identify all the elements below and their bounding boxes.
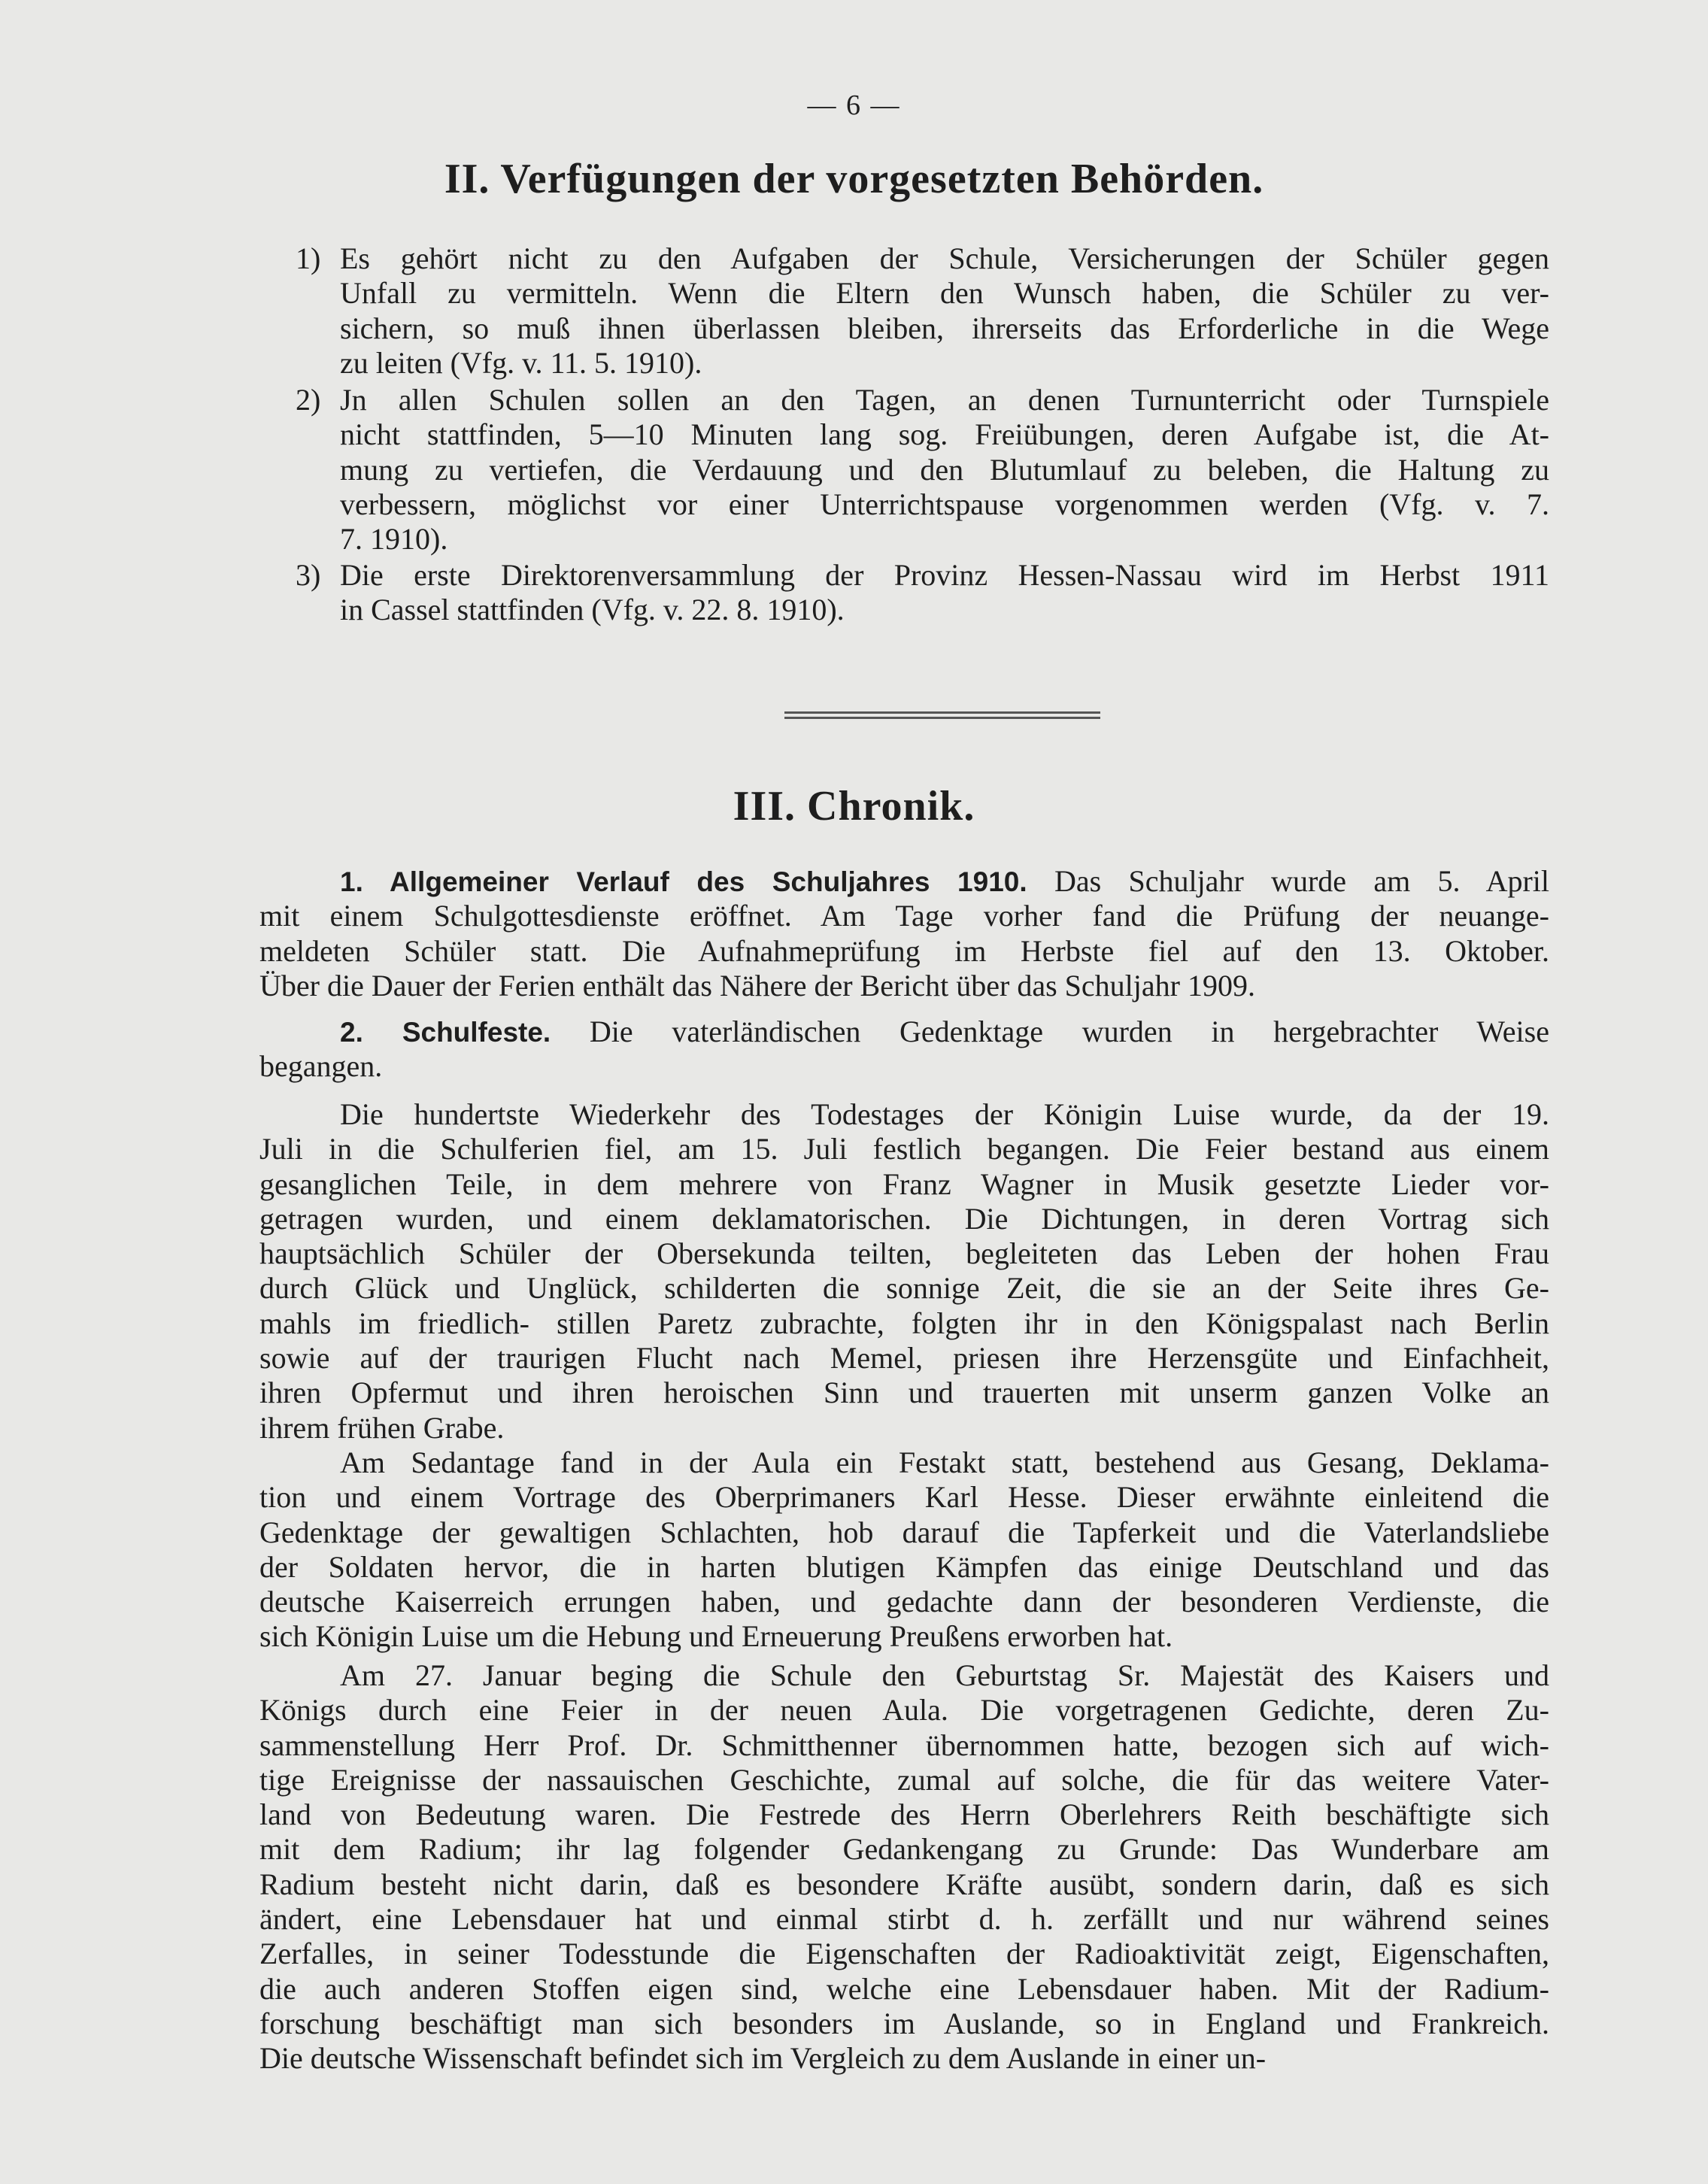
section-divider <box>784 711 1100 719</box>
text-line: Radium besteht nicht darin, daß es besondere Kräfte ausübt, sondern darin, daß es sich <box>259 1867 1549 1901</box>
text-line: Gedenktage der gewaltigen Schlachten, hob darauf die Tapferkeit und die Vaterlandsliebe <box>259 1515 1549 1549</box>
text-line: Unfall zu vermitteln. Wenn die Eltern den Wunsch haben, die Schüler zu ver- <box>340 276 1549 311</box>
paragraph-heading: 2. Schulfeste. <box>340 1017 551 1048</box>
item-number: 3) <box>296 558 321 592</box>
text-line: ihrem frühen Grabe. <box>259 1410 505 1445</box>
text-line: begangen. <box>259 1049 383 1084</box>
text-line: verbessern, möglichst vor einer Unterrichtspause vorgenommen werden (Vfg. v. 7. <box>340 487 1549 521</box>
text-line: in Cassel stattfinden (Vfg. v. 22. 8. 1910). <box>340 593 845 627</box>
text-line: hauptsächlich Schüler der Obersekunda teilten, begleiteten das Leben der hohen Frau <box>259 1236 1549 1271</box>
text-line: Am Sedantage fand in der Aula ein Festakt statt, bestehend aus Gesang, Deklama- <box>340 1445 1549 1479</box>
text-line: 7. 1910). <box>340 522 448 557</box>
text-line <box>259 864 1549 899</box>
text-line: sichern, so muß ihnen überlassen bleiben, ihrerseits das Erforderliche in die Wege <box>340 311 1549 345</box>
text-line: meldeten Schüler statt. Die Aufnahmeprüfung im Herbste fiel auf den 13. Oktober. <box>259 933 1549 968</box>
text-line: land von Bedeutung waren. Die Festrede des Herrn Oberlehrers Reith beschäftigte sich <box>259 1797 1549 1832</box>
item-number: 1) <box>296 241 321 275</box>
text-line: der Soldaten hervor, die in harten blutigen Kämpfen das einige Deutschland und das <box>259 1549 1549 1584</box>
text-line: getragen wurden, und einem deklamatorischen. Die Dichtungen, in deren Vortrag sich <box>259 1201 1549 1236</box>
text-line: tige Ereignisse der nassauischen Geschichte, zumal auf solche, die für das weitere Vater- <box>259 1762 1549 1797</box>
text-line: sich Königin Luise um die Hebung und Erneuerung Preußens erworben hat. <box>259 1619 1173 1654</box>
text-line: mit dem Radium; ihr lag folgender Gedankengang zu Grunde: Das Wunderbare am <box>259 1832 1549 1867</box>
page-number: — 6 — <box>807 89 901 121</box>
text-line: forschung beschäftigt man sich besonders im Auslande, so in England und Frankreich. <box>259 2006 1549 2040</box>
text-line: durch Glück und Unglück, schilderten die sonnige Zeit, die sie an der Seite ihres Ge- <box>259 1271 1549 1306</box>
text-line: mit einem Schulgottesdienste eröffnet. Am Tage vorher fand die Prüfung der neuange- <box>259 899 1549 933</box>
text-line: zu leiten (Vfg. v. 11. 5. 1910). <box>340 345 702 380</box>
text-line: ändert, eine Lebensdauer hat und einmal stirbt d. h. zerfällt und nur während seines <box>259 1902 1549 1937</box>
text-line: deutsche Kaiserreich errungen haben, und gedachte dann der besonderen Verdienste, die <box>259 1585 1549 1619</box>
text-line: Juli in die Schulferien fiel, am 15. Juli festlich begangen. Die Feier bestand aus einem <box>259 1132 1549 1166</box>
paragraph-heading: 1. Allgemeiner Verlauf des Schuljahres 1910. <box>340 866 1027 897</box>
text-line: sowie auf der traurigen Flucht nach Memel, priesen ihre Herzensgüte und Einfachheit, <box>259 1341 1549 1376</box>
text-line: die auch anderen Stoffen eigen sind, welche eine Lebensdauer haben. Mit der Radium- <box>259 1971 1549 2006</box>
item-number: 2) <box>296 383 321 417</box>
text-line: Jn allen Schulen sollen an den Tagen, an denen Turnunterricht oder Turnspiele <box>340 383 1549 417</box>
text-line: tion und einem Vortrage des Oberprimaners Karl Hesse. Dieser erwähnte einleitend die <box>259 1480 1549 1515</box>
text-line: mahls im friedlich- stillen Paretz zubrachte, folgten ihr in den Königspalast nach Berlin <box>259 1306 1549 1340</box>
text-line <box>259 1015 1549 1049</box>
section-title-chronik: III. Chronik. <box>733 783 975 830</box>
line-text: Das Schuljahr wurde am 5. April <box>1027 864 1549 898</box>
text-line: Die deutsche Wissenschaft befindet sich im Vergleich zu dem Auslande in einer un- <box>259 2041 1267 2076</box>
text-line: sammenstellung Herr Prof. Dr. Schmitthenner übernommen hatte, bezogen sich auf wich- <box>259 1727 1549 1762</box>
text-line: Zerfalles, in seiner Todesstunde die Eigenschaften der Radioaktivität zeigt, Eigenschaften, <box>259 1937 1549 1971</box>
text-line: ihren Opfermut und ihren heroischen Sinn und trauerten mit unserm ganzen Volke an <box>259 1376 1549 1410</box>
text-line: Am 27. Januar beging die Schule den Geburtstag Sr. Majestät des Kaisers und <box>340 1658 1549 1692</box>
line-text: Die vaterländischen Gedenktage wurden in hergebrachter Weise <box>551 1015 1549 1048</box>
section-title-verfuegungen: II. Verfügungen der vorgesetzten Behörden. <box>444 156 1264 202</box>
text-line: Die erste Direktorenversammlung der Provinz Hessen-Nassau wird im Herbst 1911 <box>340 558 1549 592</box>
text-line: Über die Dauer der Ferien enthält das Nähere der Bericht über das Schuljahr 1909. <box>259 968 1255 1003</box>
text-line: mung zu vertiefen, die Verdauung und den Blutumlauf zu beleben, die Haltung zu <box>340 452 1549 487</box>
text-line: nicht stattfinden, 5—10 Minuten lang sog. Freiübungen, deren Aufgabe ist, die At- <box>340 417 1549 452</box>
text-line: Die hundertste Wiederkehr des Todestages der Königin Luise wurde, da der 19. <box>340 1097 1549 1131</box>
text-line: Es gehört nicht zu den Aufgaben der Schule, Versicherungen der Schüler gegen <box>340 241 1549 275</box>
text-line: gesanglichen Teile, in dem mehrere von Franz Wagner in Musik gesetzte Lieder vor- <box>259 1166 1549 1201</box>
text-line: Königs durch eine Feier in der neuen Aula. Die vorgetragenen Gedichte, deren Zu- <box>259 1693 1549 1727</box>
